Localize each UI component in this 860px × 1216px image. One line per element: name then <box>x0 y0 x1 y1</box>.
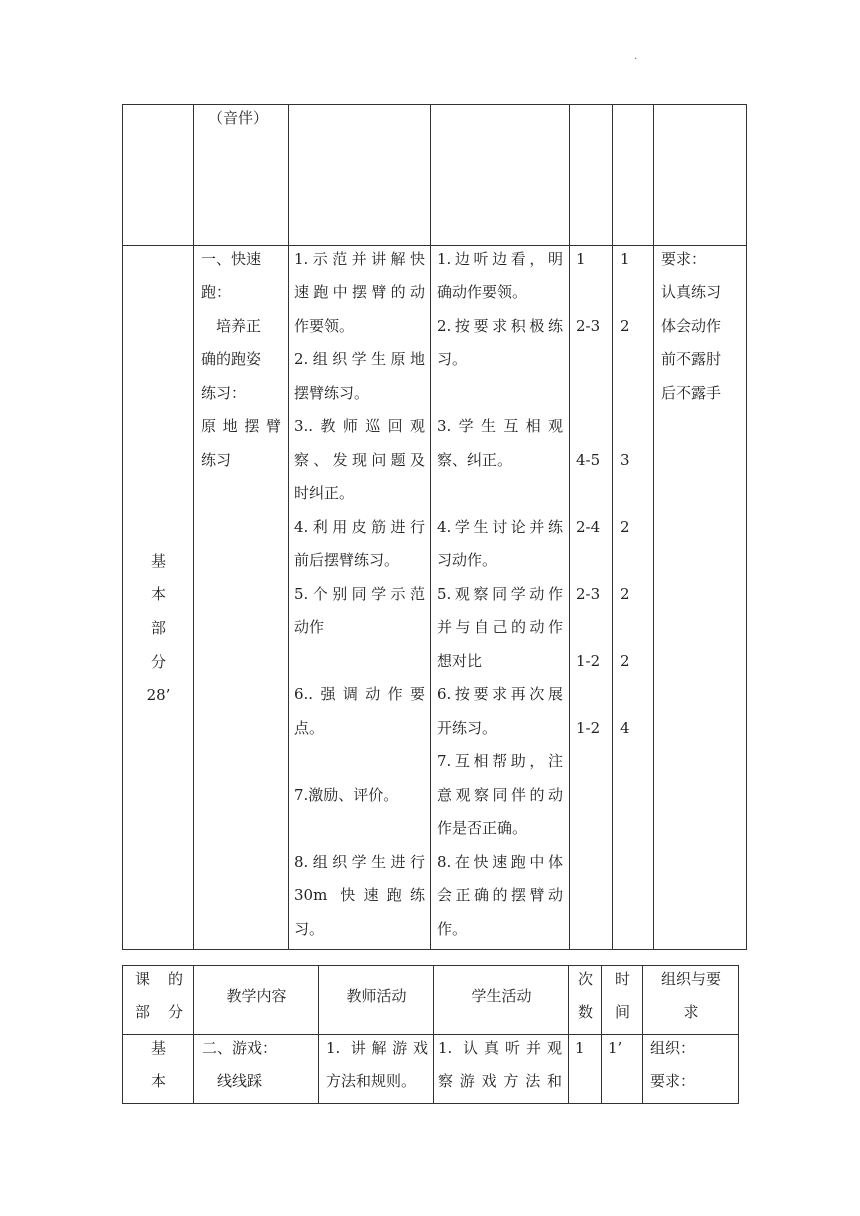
minutes-value: 2 <box>620 585 630 603</box>
table-row <box>123 1035 739 1104</box>
requirements-cell <box>654 105 747 246</box>
table-row <box>123 246 747 950</box>
minutes-value: 2 <box>620 317 630 335</box>
minutes-cell <box>613 105 654 246</box>
content-line: 培养正 <box>201 317 262 335</box>
header-student <box>434 966 569 1035</box>
minutes-value: 4 <box>620 719 630 737</box>
header-text: 部 分 <box>135 1003 183 1021</box>
times-value: 2-3 <box>576 317 601 335</box>
student-line: 6.按要求再次展 <box>437 685 563 703</box>
lesson-plan-table-next <box>122 965 739 1104</box>
content-line: 线线踩 <box>217 1072 263 1090</box>
teacher-line: 7.激励、评价。 <box>294 786 399 804</box>
header-text: 组织与要 <box>660 970 721 988</box>
header-times <box>569 966 602 1035</box>
student-line: 习。 <box>437 350 468 368</box>
header-text: 求 <box>683 1003 699 1021</box>
student-line: 作是否正确。 <box>437 819 528 837</box>
org-cell <box>643 1035 739 1104</box>
section-char: 部 <box>150 619 166 637</box>
header-text: 教师活动 <box>346 987 407 1005</box>
section-char: 基 <box>150 552 166 570</box>
teacher-line: 30m 快速跑练 <box>294 886 425 904</box>
teacher-line: 察、发现问题及 <box>294 451 425 469</box>
teacher-line: 3..教师巡回观 <box>294 417 425 435</box>
times-cell <box>570 246 613 950</box>
org-line: 组织： <box>650 1039 696 1057</box>
student-line: 作。 <box>437 920 468 938</box>
teacher-cell <box>289 246 431 950</box>
student-line: 意观察同伴的动 <box>437 786 563 804</box>
minutes-cell <box>602 1035 643 1104</box>
student-line: 确动作要领。 <box>437 283 528 301</box>
student-cell <box>431 246 570 950</box>
student-line: 8.在快速跑中体 <box>437 853 563 871</box>
section-char: 本 <box>150 585 166 603</box>
minutes-value: 2 <box>620 518 630 536</box>
content-line: 一、快速 <box>201 250 262 268</box>
section-char: 基 <box>150 1039 166 1057</box>
header-text: 间 <box>614 1003 630 1021</box>
content-line: 确的跑姿 <box>201 350 262 368</box>
student-line: 4.学生讨论并练 <box>437 518 563 536</box>
teacher-line: 时纠正。 <box>294 484 355 502</box>
teacher-line: 速跑中摆臂的动 <box>294 283 425 301</box>
content-line: 练习： <box>201 384 247 402</box>
student-line: 1.边听边看，明 <box>437 250 563 268</box>
content-cell <box>194 105 289 246</box>
teacher-line: 2.组织学生原地 <box>294 350 425 368</box>
teacher-line: 8.组织学生进行 <box>294 853 425 871</box>
teacher-cell <box>289 105 431 246</box>
section-cell <box>123 246 194 950</box>
header-text: 学生活动 <box>471 987 532 1005</box>
requirement-line: 后不露手 <box>661 384 722 402</box>
requirement-line: 前不露肘 <box>661 350 722 368</box>
teacher-cell <box>319 1035 434 1104</box>
header-text: 教学内容 <box>226 987 287 1005</box>
teacher-line: 动作 <box>294 618 325 636</box>
section-char: 本 <box>150 1072 166 1090</box>
content-text: （音伴） <box>208 109 269 127</box>
minutes-value: 2 <box>620 652 630 670</box>
student-line: 7.互相帮助，注 <box>437 752 563 770</box>
teacher-line: 1. 讲解游戏 <box>326 1039 428 1057</box>
times-value: 2-3 <box>576 585 601 603</box>
header-text: 数 <box>577 1003 593 1021</box>
requirements-cell <box>654 246 747 950</box>
content-line: 二、游戏： <box>202 1039 278 1057</box>
student-line: 习动作。 <box>437 551 498 569</box>
content-line: 跑： <box>201 283 232 301</box>
teacher-line: 点。 <box>294 719 325 737</box>
requirement-line: 要求： <box>661 250 707 268</box>
times-value: 4-5 <box>576 451 601 469</box>
times-cell <box>569 1035 602 1104</box>
teacher-line: 4.利用皮筋进行 <box>294 518 425 536</box>
header-text: 课 的 <box>135 970 183 988</box>
student-cell <box>431 105 570 246</box>
student-line: 想对比 <box>437 652 483 670</box>
org-line: 要求： <box>650 1072 696 1090</box>
header-section <box>123 966 194 1035</box>
teacher-line: 5.个别同学示范 <box>294 585 425 603</box>
header-text: 次 <box>577 970 593 988</box>
times-value: 1 <box>575 1039 585 1057</box>
student-line: 会正确的摆臂动 <box>437 886 563 904</box>
content-cell <box>194 246 289 950</box>
student-line: 5.观察同学动作 <box>437 585 563 603</box>
content-line: 练习 <box>201 451 232 469</box>
header-minutes <box>602 966 643 1035</box>
student-line: 开练习。 <box>437 719 498 737</box>
requirement-line: 体会动作 <box>661 317 722 335</box>
student-line: 察、纠正。 <box>437 451 513 469</box>
header-text: 时 <box>614 970 630 988</box>
table-header-row <box>123 966 739 1035</box>
times-value: 1 <box>576 250 586 268</box>
header-teacher <box>319 966 434 1035</box>
teacher-line: 1.示范并讲解快 <box>294 250 425 268</box>
requirement-line: 认真练习 <box>661 283 722 301</box>
teacher-line: 习。 <box>294 920 325 938</box>
student-line: 2.按要求积极练 <box>437 317 563 335</box>
section-char: 分 <box>150 653 166 671</box>
header-org <box>643 966 739 1035</box>
header-content <box>194 966 319 1035</box>
content-line: 原地摆臂 <box>201 417 281 435</box>
page-dot-mark: · <box>634 54 638 65</box>
minutes-value: 1 <box>620 250 630 268</box>
teacher-line: 作要领。 <box>294 317 355 335</box>
times-cell <box>570 105 613 246</box>
times-value: 2-4 <box>576 518 601 536</box>
times-value: 1-2 <box>576 719 601 737</box>
student-line: 3.学生互相观 <box>437 417 563 435</box>
minutes-cell <box>613 246 654 950</box>
section-cell <box>123 1035 194 1104</box>
teacher-line: 摆臂练习。 <box>294 384 370 402</box>
section-cell <box>123 105 194 246</box>
table-row <box>123 105 747 246</box>
section-duration: 28’ <box>146 686 171 704</box>
minutes-value: 1’ <box>608 1039 623 1057</box>
student-line: 察游戏方法和 <box>438 1072 562 1090</box>
content-cell <box>194 1035 319 1104</box>
student-line: 并与自己的动作 <box>437 618 563 636</box>
teacher-line: 方法和规则。 <box>326 1072 417 1090</box>
student-line: 1. 认真听并观 <box>438 1039 562 1057</box>
student-cell <box>434 1035 569 1104</box>
teacher-line: 前后摆臂练习。 <box>294 551 400 569</box>
teacher-line: 6..强调动作要 <box>294 685 425 703</box>
lesson-plan-table-main <box>122 104 747 950</box>
minutes-value: 3 <box>620 451 630 469</box>
times-value: 1-2 <box>576 652 601 670</box>
